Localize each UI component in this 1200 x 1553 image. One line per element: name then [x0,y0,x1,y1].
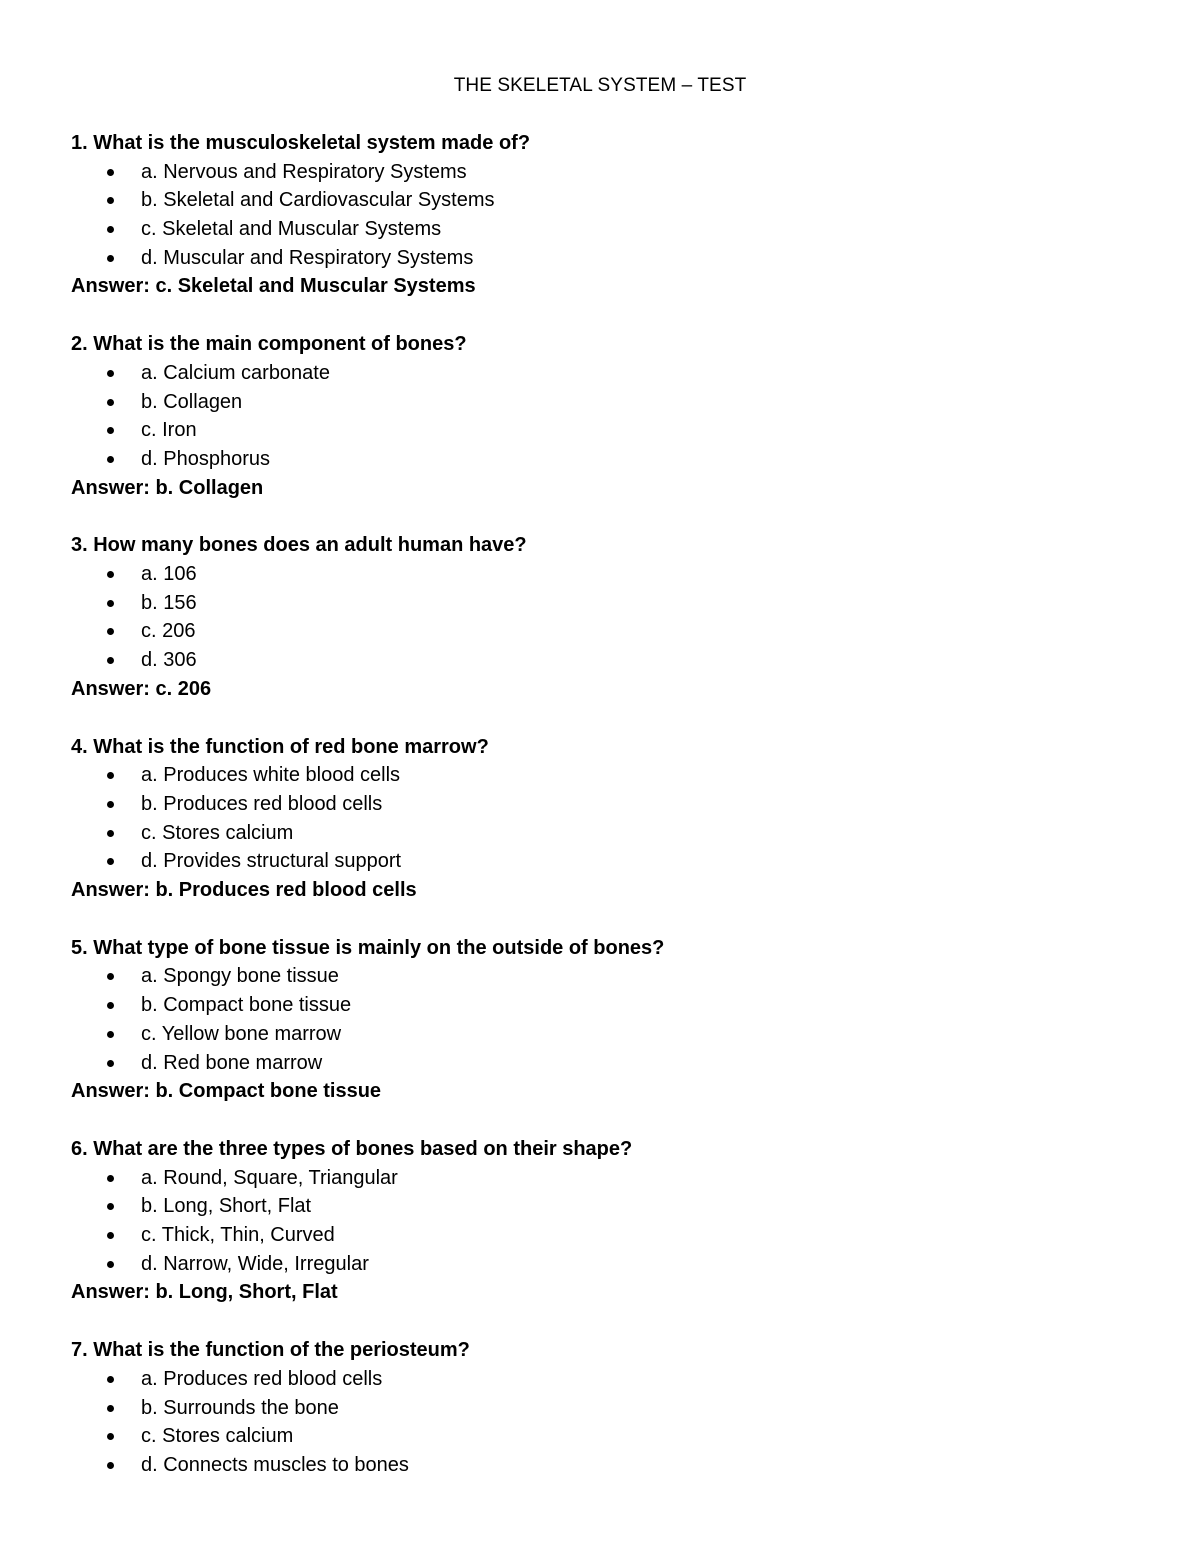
bullet-icon [107,1405,114,1412]
bullet-icon [107,628,114,635]
option-item [71,991,1131,1020]
bullet-icon [107,772,114,779]
answer-text: Answer: c. Skeletal and Muscular Systems [71,275,476,298]
option-item [71,1164,1131,1193]
bullet-icon [107,571,114,578]
option-text: b. 156 [141,591,197,614]
option-item [71,819,1131,848]
question-4 [71,733,1131,934]
bullet-icon [107,370,114,377]
option-item [71,1365,1131,1394]
bullet-icon [107,1261,114,1268]
question-6 [71,1135,1131,1336]
option-text: a. Spongy bone tissue [141,965,339,988]
question-2 [71,330,1131,531]
option-item [71,186,1131,215]
option-text: d. 306 [141,649,197,672]
option-text: d. Provides structural support [141,850,402,873]
question-text: 4. What is the function of red bone marrow? [71,735,489,758]
bullet-icon [107,456,114,463]
option-text: c. Thick, Thin, Curved [141,1224,335,1246]
option-item [71,847,1131,876]
document-title: THE SKELETAL SYSTEM – TEST [453,75,747,96]
option-text: c. Skeletal and Muscular Systems [141,218,442,241]
option-item [71,244,1131,273]
bullet-icon [107,973,114,980]
option-text: d. Muscular and Respiratory Systems [141,246,474,269]
question-5 [71,934,1131,1135]
answer-text: Answer: b. Compact bone tissue [71,1080,382,1103]
option-text: c. Yellow bone marrow [141,1022,342,1045]
bullet-icon [107,600,114,607]
bullet-icon [107,1203,114,1210]
bullet-icon [107,1175,114,1182]
option-item [71,617,1131,646]
answer-text: Answer: b. Long, Short, Flat [71,1281,338,1304]
answer-text: Answer: b. Produces red blood cells [71,879,417,901]
option-text: c. Iron [141,419,197,442]
option-item [71,215,1131,244]
option-text: a. Round, Square, Triangular [141,1166,398,1189]
question-text: 3. How many bones does an adult human have? [71,534,527,557]
option-text: c. 206 [141,620,196,643]
option-text: b. Surrounds the bone [141,1396,339,1419]
answer-text: Answer: b. Collagen [71,476,264,499]
bullet-icon [107,1002,114,1009]
option-item [71,589,1131,618]
bullet-icon [107,858,114,865]
option-list [71,761,1131,876]
option-text: b. Produces red blood cells [141,792,383,815]
bullet-icon [107,427,114,434]
question-text: 2. What is the main component of bones? [71,333,467,356]
bullet-icon [107,1376,114,1383]
option-text: c. Stores calcium [141,1425,294,1448]
option-list [71,1164,1131,1279]
question-7 [71,1336,1131,1537]
question-text: 1. What is the musculoskeletal system made of? [71,132,531,154]
bullet-icon [107,226,114,233]
option-item [71,1250,1131,1279]
option-text: b. Long, Short, Flat [141,1195,312,1218]
option-text: a. Produces white blood cells [141,764,401,787]
option-item [71,560,1131,589]
question-3 [71,531,1131,732]
question-1 [71,129,1131,330]
option-text: a. 106 [141,563,197,586]
option-item [71,761,1131,790]
question-list [71,129,1131,1537]
option-item [71,1394,1131,1423]
option-item [71,1049,1131,1078]
option-item [71,790,1131,819]
option-item [71,646,1131,675]
bullet-icon [107,197,114,204]
option-text: a. Produces red blood cells [141,1367,383,1390]
bullet-icon [107,1462,114,1469]
bullet-icon [107,1433,114,1440]
option-text: d. Narrow, Wide, Irregular [141,1252,369,1275]
question-text: 5. What type of bone tissue is mainly on the outside of bones? [71,936,665,959]
option-text: d. Red bone marrow [141,1051,323,1074]
answer-text: Answer: c. 206 [71,677,212,700]
option-item [71,158,1131,187]
question-text: 7. What is the function of the periosteum? [71,1339,470,1362]
option-list [71,1365,1131,1480]
bullet-icon [107,1060,114,1067]
option-list [71,560,1131,675]
option-item [71,1192,1131,1221]
bullet-icon [107,169,114,176]
option-text: b. Compact bone tissue [141,994,352,1017]
option-text: a. Nervous and Respiratory Systems [141,160,467,183]
bullet-icon [107,657,114,664]
option-text: b. Skeletal and Cardiovascular Systems [141,189,495,212]
bullet-icon [107,1031,114,1038]
option-text: d. Connects muscles to bones [141,1453,409,1476]
option-item [71,416,1131,445]
option-item [71,962,1131,991]
option-item [71,1020,1131,1049]
option-list [71,359,1131,474]
option-list [71,962,1131,1077]
bullet-icon [107,1232,114,1239]
option-text: a. Calcium carbonate [141,361,330,384]
option-list [71,158,1131,273]
option-text: b. Collagen [141,390,243,413]
question-text: 6. What are the three types of bones based on their shape? [71,1137,633,1160]
option-item [71,1221,1131,1250]
option-item [71,1451,1131,1480]
bullet-icon [107,830,114,837]
option-item [71,388,1131,417]
option-text: d. Phosphorus [141,447,270,470]
option-text: c. Stores calcium [141,821,294,844]
bullet-icon [107,801,114,808]
bullet-icon [107,399,114,406]
bullet-icon [107,255,114,262]
option-item [71,359,1131,388]
option-item [71,1422,1131,1451]
option-item [71,445,1131,474]
